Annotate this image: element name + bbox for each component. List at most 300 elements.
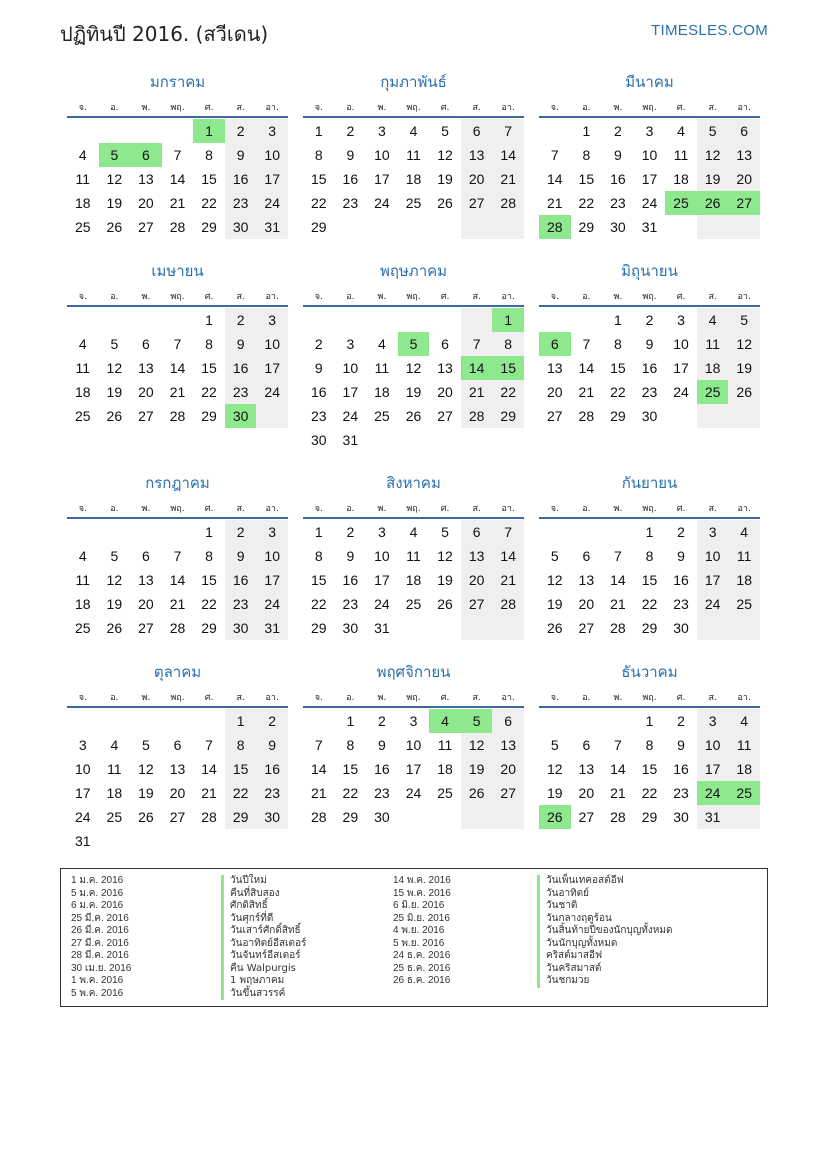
calendar-day: 14 xyxy=(578,360,595,376)
calendar-day: 26 xyxy=(468,785,485,801)
calendar-day: 23 xyxy=(232,384,249,400)
month-name: กันยายน xyxy=(621,474,678,492)
calendar-day: 19 xyxy=(704,171,721,187)
calendar-day: 17 xyxy=(264,171,280,187)
calendar-day: 15 xyxy=(310,572,327,588)
calendar-day: 20 xyxy=(138,384,154,400)
legend-date: 30 เม.ย. 2016 xyxy=(71,962,132,974)
legend-holiday-name: คริสต์มาสอีฟ xyxy=(537,950,672,963)
calendar-day: 22 xyxy=(310,195,327,211)
calendar-day: 23 xyxy=(342,596,359,612)
legend-holiday-name: วันนักบุญทั้งหมด xyxy=(537,938,672,951)
calendar-day: 22 xyxy=(201,384,217,400)
header-rule xyxy=(539,116,760,118)
legend-dates-col-b xyxy=(393,875,451,988)
weekday-label: พฤ. xyxy=(406,292,421,302)
calendar-day: 13 xyxy=(468,548,485,564)
calendar-day: 9 xyxy=(268,737,277,753)
calendar-day: 4 xyxy=(708,312,717,328)
weekday-label: อ. xyxy=(582,693,591,703)
weekday-label: พฤ. xyxy=(406,504,421,514)
legend-date: 4 พ.ย. 2016 xyxy=(393,925,445,936)
calendar-day: 1 xyxy=(645,524,654,540)
calendar-day: 18 xyxy=(673,171,689,187)
header-rule xyxy=(539,305,760,307)
calendar-day: 13 xyxy=(138,572,154,588)
calendar-day: 28 xyxy=(169,408,186,424)
calendar-day: 26 xyxy=(437,195,453,211)
calendar-day: 2 xyxy=(645,312,654,328)
calendar-day: 3 xyxy=(268,312,277,328)
calendar-day: 15 xyxy=(201,572,217,588)
calendar-day: 19 xyxy=(405,384,422,400)
calendar-day: 11 xyxy=(673,147,689,163)
calendar-day: 1 xyxy=(314,524,323,540)
calendar-day: 3 xyxy=(708,713,717,729)
calendar-day: 18 xyxy=(74,195,91,211)
weekday-header xyxy=(303,289,524,301)
calendar-day: 27 xyxy=(138,408,154,424)
calendar-day: 16 xyxy=(641,360,658,376)
weekday-label: อา. xyxy=(265,103,279,113)
calendar-day: 2 xyxy=(236,312,245,328)
weekday-label: จ. xyxy=(78,103,87,113)
holiday-day: 25 xyxy=(697,380,729,404)
legend-names-col-a xyxy=(221,875,306,1000)
calendar-day: 13 xyxy=(546,360,563,376)
calendar-day: 3 xyxy=(708,524,717,540)
calendar-day: 11 xyxy=(75,572,91,588)
calendar-day: 27 xyxy=(468,195,485,211)
calendar-day: 4 xyxy=(409,123,418,139)
calendar-day: 8 xyxy=(314,548,323,564)
calendar-day: 8 xyxy=(205,147,213,163)
calendar-day: 2 xyxy=(236,524,245,540)
calendar-day: 16 xyxy=(610,171,626,187)
weekday-header xyxy=(67,501,288,513)
calendar-day: 8 xyxy=(504,336,513,352)
calendar-day: 2 xyxy=(378,713,386,729)
calendar-day: 28 xyxy=(610,809,626,825)
days-grid xyxy=(303,119,524,263)
calendar-day: 1 xyxy=(582,123,591,139)
calendar-day: 14 xyxy=(610,572,626,588)
calendar-day: 20 xyxy=(138,596,154,612)
weekday-label: พ. xyxy=(377,693,387,703)
header-rule xyxy=(303,116,524,118)
calendar-day: 6 xyxy=(142,548,150,564)
calendar-day: 24 xyxy=(264,195,280,211)
weekday-label: พ. xyxy=(141,504,151,514)
calendar-day: 17 xyxy=(264,360,280,376)
calendar-day: 24 xyxy=(264,384,280,400)
calendar-day: 23 xyxy=(673,785,689,801)
weekday-label: ส. xyxy=(708,103,717,113)
calendar-day: 28 xyxy=(169,620,186,636)
calendar-day: 6 xyxy=(582,548,591,564)
calendar-day: 1 xyxy=(314,123,323,139)
weekday-header xyxy=(303,501,524,513)
calendar-day: 9 xyxy=(236,548,245,564)
calendar-day: 6 xyxy=(504,713,513,729)
holiday-legend xyxy=(60,868,768,1007)
calendar-day: 20 xyxy=(578,785,595,801)
calendar-day: 17 xyxy=(374,171,390,187)
legend-date: 5 พ.ค. 2016 xyxy=(71,987,124,999)
calendar-day: 17 xyxy=(264,572,280,588)
holiday-day: 5 xyxy=(461,709,493,733)
calendar-day: 18 xyxy=(106,785,123,801)
weekday-label: ส. xyxy=(708,292,717,302)
weekday-label: จ. xyxy=(78,504,87,514)
calendar-day: 8 xyxy=(346,737,355,753)
weekday-label: ศ. xyxy=(676,693,686,703)
calendar-day: 14 xyxy=(169,360,186,376)
holiday-day: 30 xyxy=(225,404,257,428)
calendar-day: 18 xyxy=(74,596,91,612)
calendar-day: 21 xyxy=(578,384,595,400)
calendar-day: 10 xyxy=(374,548,390,564)
calendar-day: 11 xyxy=(75,171,91,187)
calendar-day: 5 xyxy=(708,123,717,139)
calendar-day: 29 xyxy=(578,219,595,235)
weekday-label: ส. xyxy=(236,504,245,514)
calendar-day: 19 xyxy=(468,761,485,777)
calendar-day: 21 xyxy=(169,195,186,211)
calendar-day: 21 xyxy=(169,384,186,400)
weekday-label: ส. xyxy=(236,693,245,703)
calendar-day: 12 xyxy=(704,147,721,163)
calendar-day: 9 xyxy=(677,548,685,564)
holiday-day: 26 xyxy=(539,805,571,829)
calendar-day: 13 xyxy=(437,360,453,376)
calendar-day: 27 xyxy=(578,809,595,825)
weekday-label: อ. xyxy=(346,693,355,703)
weekday-label: ศ. xyxy=(204,103,214,113)
calendar-day: 25 xyxy=(74,219,91,235)
calendar-day: 24 xyxy=(74,809,91,825)
header-rule xyxy=(303,517,524,519)
calendar-day: 18 xyxy=(405,572,422,588)
weekday-label: พ. xyxy=(613,103,623,113)
weekday-label: จ. xyxy=(78,292,87,302)
month-name: ตุลาคม xyxy=(153,663,202,681)
calendar-day: 26 xyxy=(106,408,123,424)
calendar-day: 10 xyxy=(264,548,280,564)
calendar-day: 6 xyxy=(740,123,749,139)
calendar-day: 14 xyxy=(500,147,516,163)
weekday-label: จ. xyxy=(314,292,323,302)
calendar-day: 5 xyxy=(740,312,749,328)
calendar-day: 7 xyxy=(314,737,323,753)
weekday-label: ศ. xyxy=(204,504,214,514)
calendar-day: 11 xyxy=(406,147,421,163)
calendar-day: 25 xyxy=(74,620,91,636)
calendar-day: 3 xyxy=(78,737,87,753)
weekday-label: พฤ. xyxy=(170,504,185,514)
month-name: พฤษภาคม xyxy=(379,262,448,280)
weekday-label: พ. xyxy=(141,693,151,703)
calendar-day: 23 xyxy=(232,596,249,612)
weekday-label: พ. xyxy=(141,103,151,113)
weekday-label: อ. xyxy=(582,504,591,514)
calendar-day: 8 xyxy=(236,737,245,753)
calendar-day: 26 xyxy=(736,384,752,400)
calendar-day: 12 xyxy=(106,171,123,187)
calendar-day: 9 xyxy=(236,147,245,163)
calendar-day: 9 xyxy=(378,737,386,753)
calendar-day: 15 xyxy=(310,171,327,187)
calendar-day: 29 xyxy=(610,408,626,424)
month-name: มีนาคม xyxy=(625,73,674,91)
legend-date: 6 มิ.ย. 2016 xyxy=(393,900,445,911)
calendar-day: 31 xyxy=(374,620,390,636)
weekday-label: พ. xyxy=(377,292,387,302)
calendar-day: 5 xyxy=(550,548,559,564)
calendar-day: 9 xyxy=(236,336,245,352)
calendar-day: 26 xyxy=(106,620,123,636)
weekday-label: พฤ. xyxy=(642,504,657,514)
calendar-day: 24 xyxy=(374,195,390,211)
calendar-day: 25 xyxy=(74,408,91,424)
days-grid xyxy=(539,709,760,853)
calendar-day: 29 xyxy=(232,809,249,825)
calendar-day: 15 xyxy=(201,171,217,187)
weekday-header xyxy=(539,501,760,513)
calendar-day: 1 xyxy=(205,312,213,328)
calendar-day: 4 xyxy=(110,737,119,753)
calendar-day: 7 xyxy=(472,336,481,352)
calendar-day: 20 xyxy=(437,384,453,400)
legend-holiday-name: วันกลางฤดูร้อน xyxy=(537,913,672,926)
calendar-day: 18 xyxy=(736,572,752,588)
calendar-day: 14 xyxy=(201,761,217,777)
page-title: ปฏิทินปี 2016. (สวีเดน) xyxy=(60,22,269,46)
legend-holiday-name: วันอาทิตย์อีสเตอร์ xyxy=(221,938,306,951)
calendar-day: 31 xyxy=(264,620,280,636)
holiday-day: 5 xyxy=(398,332,430,356)
calendar-day: 17 xyxy=(74,785,91,801)
calendar-day: 12 xyxy=(106,360,123,376)
calendar-day: 4 xyxy=(378,336,386,352)
calendar-day: 22 xyxy=(232,785,249,801)
calendar-day: 14 xyxy=(610,761,626,777)
calendar-day: 11 xyxy=(437,737,453,753)
legend-date: 24 ธ.ค. 2016 xyxy=(393,950,451,961)
holiday-day: 24 xyxy=(697,781,729,805)
calendar-day: 28 xyxy=(169,219,186,235)
calendar-day: 30 xyxy=(310,432,327,448)
legend-holiday-name: วันชกมวย xyxy=(537,975,672,988)
calendar-day: 21 xyxy=(201,785,217,801)
weekday-label: จ. xyxy=(550,103,559,113)
calendar-day: 21 xyxy=(468,384,485,400)
calendar-day: 29 xyxy=(500,408,516,424)
calendar-day: 8 xyxy=(614,336,622,352)
legend-holiday-name: คืนที่สิบสอง xyxy=(221,888,306,901)
calendar-day: 23 xyxy=(342,195,359,211)
holiday-day: 6 xyxy=(539,332,571,356)
calendar-day: 12 xyxy=(405,360,422,376)
calendar-day: 30 xyxy=(232,620,249,636)
calendar-day: 24 xyxy=(374,596,390,612)
calendar-day: 27 xyxy=(138,620,154,636)
weekday-label: พ. xyxy=(613,292,623,302)
calendar-day: 30 xyxy=(610,219,626,235)
calendar-day: 21 xyxy=(500,572,516,588)
calendar-day: 4 xyxy=(677,123,685,139)
weekday-header xyxy=(67,690,288,702)
calendar-day: 8 xyxy=(582,147,591,163)
calendar-day: 14 xyxy=(169,572,186,588)
calendar-day: 18 xyxy=(374,384,390,400)
calendar-day: 8 xyxy=(645,737,654,753)
weekday-label: ศ. xyxy=(676,292,686,302)
calendar-day: 5 xyxy=(441,123,449,139)
calendar-day: 9 xyxy=(346,147,355,163)
calendar-day: 19 xyxy=(546,596,563,612)
calendar-day: 18 xyxy=(736,761,752,777)
calendar-day: 14 xyxy=(169,171,186,187)
weekday-label: พ. xyxy=(613,504,623,514)
calendar-day: 27 xyxy=(500,785,516,801)
weekday-label: พ. xyxy=(613,693,623,703)
calendar-day: 23 xyxy=(374,785,390,801)
legend-dates-col-a xyxy=(71,875,131,1000)
calendar-day: 11 xyxy=(406,548,421,564)
calendar-day: 21 xyxy=(310,785,327,801)
calendar-day: 30 xyxy=(232,219,249,235)
calendar-day: 28 xyxy=(500,195,516,211)
legend-date: 5 พ.ย. 2016 xyxy=(393,937,445,949)
calendar-day: 21 xyxy=(610,596,626,612)
calendar-day: 10 xyxy=(374,147,390,163)
calendar-day: 3 xyxy=(409,713,418,729)
legend-holiday-name: วันขึ้นสวรรค์ xyxy=(221,988,306,1001)
calendar-day: 15 xyxy=(641,572,658,588)
calendar-day: 2 xyxy=(614,123,622,139)
calendar-day: 4 xyxy=(740,713,749,729)
calendar-day: 1 xyxy=(645,713,654,729)
weekday-header xyxy=(539,690,760,702)
calendar-day: 22 xyxy=(610,384,626,400)
legend-date: 26 ธ.ค. 2016 xyxy=(393,975,451,986)
calendar-day: 29 xyxy=(641,809,658,825)
calendar-day: 28 xyxy=(468,408,485,424)
calendar-day: 16 xyxy=(310,384,327,400)
calendar-day: 28 xyxy=(201,809,217,825)
calendar-day: 17 xyxy=(704,761,721,777)
legend-holiday-name: วันศุกร์ที่ดี xyxy=(221,913,306,926)
calendar-day: 22 xyxy=(342,785,359,801)
calendar-day: 6 xyxy=(173,737,182,753)
weekday-label: อา. xyxy=(737,103,751,113)
calendar-day: 20 xyxy=(500,761,516,777)
calendar-day: 30 xyxy=(342,620,359,636)
legend-date: 15 พ.ค. 2016 xyxy=(393,887,451,899)
calendar-day: 29 xyxy=(310,620,327,636)
calendar-day: 16 xyxy=(342,572,359,588)
days-grid xyxy=(67,709,288,853)
calendar-day: 12 xyxy=(468,737,485,753)
calendar-day: 16 xyxy=(673,761,689,777)
calendar-day: 31 xyxy=(704,809,721,825)
weekday-label: จ. xyxy=(78,693,87,703)
weekday-label: พฤ. xyxy=(406,693,421,703)
calendar-day: 2 xyxy=(268,713,277,729)
calendar-day: 1 xyxy=(236,713,245,729)
calendar-day: 19 xyxy=(138,785,154,801)
weekday-label: ศ. xyxy=(676,504,686,514)
calendar-day: 2 xyxy=(677,524,685,540)
calendar-day: 17 xyxy=(704,572,721,588)
legend-date: 28 มี.ค. 2016 xyxy=(71,950,129,961)
legend-holiday-name: วันเสาร์ศักดิ์สิทธิ์ xyxy=(221,925,306,938)
calendar-day: 28 xyxy=(578,408,595,424)
calendar-day: 13 xyxy=(138,171,154,187)
calendar-day: 14 xyxy=(500,548,516,564)
calendar-day: 13 xyxy=(736,147,752,163)
calendar-day: 19 xyxy=(546,785,563,801)
brand-link[interactable]: TIMESLES.COM xyxy=(651,22,768,39)
calendar-day: 9 xyxy=(346,548,355,564)
weekday-label: อา. xyxy=(265,292,279,302)
weekday-label: ศ. xyxy=(440,693,450,703)
calendar-day: 13 xyxy=(138,360,154,376)
days-grid xyxy=(67,520,288,664)
legend-date: 27 มี.ค. 2016 xyxy=(71,937,129,949)
calendar-day: 4 xyxy=(409,524,418,540)
calendar-day: 26 xyxy=(106,219,123,235)
calendar-day: 23 xyxy=(264,785,280,801)
calendar-day: 24 xyxy=(641,195,658,211)
calendar-day: 17 xyxy=(673,360,689,376)
weekday-label: พ. xyxy=(377,504,387,514)
weekday-label: พฤ. xyxy=(170,292,185,302)
calendar-day: 26 xyxy=(138,809,154,825)
calendar-day: 18 xyxy=(437,761,453,777)
weekday-header xyxy=(67,100,288,112)
calendar-day: 16 xyxy=(232,360,249,376)
weekday-label: อา. xyxy=(265,693,279,703)
calendar-day: 17 xyxy=(342,384,359,400)
legend-date: 25 มี.ค. 2016 xyxy=(71,912,129,924)
calendar-day: 25 xyxy=(405,596,422,612)
calendar-day: 7 xyxy=(614,548,622,564)
weekday-label: ส. xyxy=(472,693,481,703)
calendar-day: 3 xyxy=(378,123,386,139)
weekday-header xyxy=(539,289,760,301)
weekday-label: พฤ. xyxy=(170,103,185,113)
calendar-day: 6 xyxy=(472,123,481,139)
legend-date: 26 มี.ค. 2016 xyxy=(71,925,129,936)
calendar-day: 29 xyxy=(201,408,217,424)
calendar-day: 19 xyxy=(106,596,123,612)
calendar-day: 17 xyxy=(374,572,390,588)
calendar-day: 14 xyxy=(546,171,563,187)
calendar-day: 12 xyxy=(138,761,154,777)
legend-date: 5 ม.ค. 2016 xyxy=(71,887,124,899)
calendar-day: 24 xyxy=(704,596,721,612)
calendar-day: 12 xyxy=(437,147,453,163)
calendar-day: 28 xyxy=(610,620,626,636)
calendar-day: 2 xyxy=(346,123,355,139)
calendar-day: 9 xyxy=(614,147,622,163)
calendar-day: 24 xyxy=(342,408,359,424)
calendar-day: 19 xyxy=(437,171,453,187)
calendar-day: 7 xyxy=(173,548,182,564)
calendar-day: 7 xyxy=(173,147,182,163)
